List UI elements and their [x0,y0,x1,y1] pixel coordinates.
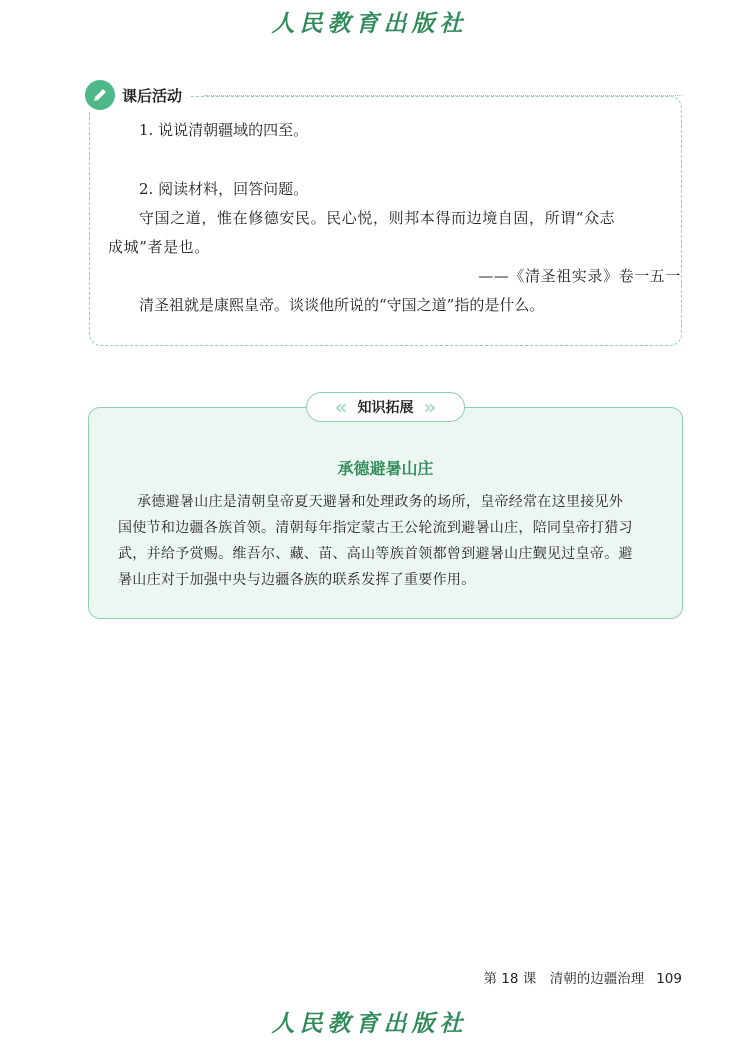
footer-lesson-title: 第 18 课 清朝的边疆治理 [483,971,645,987]
article-line-2: 国使节和边疆各族首领。清朝每年指定蒙古王公轮流到避暑山庄，陪同皇帝打猎习 [118,520,633,536]
article-title: 承德避暑山庄 [337,459,434,478]
publisher-logo-bottom: 人民教育出版社 [271,1010,468,1037]
activity-question-1: 1. 说说清朝疆域的四至。 [139,121,309,139]
quote-line-2: 成城”者是也。 [108,238,210,256]
quote-line-1: 守国之道，惟在修德安民。民心悦，则邦本得而边境自固，所谓“众志 [139,209,616,227]
activity-header [85,80,190,110]
quote-source: ——《清圣祖实录》卷一五一 [478,267,681,285]
knowledge-title: 知识拓展 [357,400,414,416]
pencil-icon [85,80,115,110]
knowledge-header [306,392,465,422]
chevron-left-icon: « [334,395,348,419]
article-line-1: 承德避暑山庄是清朝皇帝夏天避暑和处理政务的场所，皇帝经常在这里接见外 [137,494,624,510]
page-number: 109 [656,971,682,987]
publisher-logo-top: 人民教育出版社 [271,10,468,37]
activity-title: 课后活动 [122,86,183,105]
activity-header-divider [204,95,682,96]
activity-question-text: 清圣祖就是康熙皇帝。谈谈他所说的“守国之道”指的是什么。 [139,296,545,314]
activity-question-2: 2. 阅读材料，回答问题。 [139,180,309,198]
article-line-4: 暑山庄对于加强中央与边疆各族的联系发挥了重要作用。 [118,572,476,588]
article-line-3: 武，并给予赏赐。维吾尔、藏、苗、高山等族首领都曾到避暑山庄觐见过皇帝。避 [118,546,633,562]
chevron-right-icon: » [423,395,437,419]
footer [483,967,682,987]
